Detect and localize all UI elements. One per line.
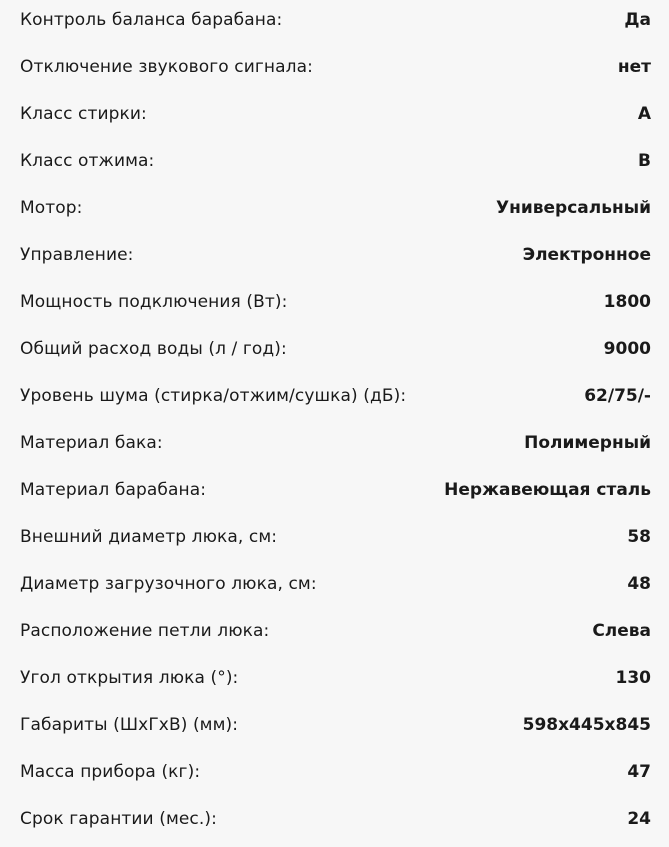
- spec-value: 62/75/-: [584, 385, 651, 406]
- spec-label: Диаметр загрузочного люка, см:: [20, 573, 317, 594]
- spec-value: 24: [627, 808, 651, 829]
- spec-value: нет: [617, 56, 651, 77]
- spec-row-weight: [0, 748, 669, 795]
- spec-row-water-usage: [0, 325, 669, 372]
- spec-value: Полимерный: [524, 432, 651, 453]
- spec-row-wash-class: [0, 90, 669, 137]
- spec-value: Да: [624, 9, 651, 30]
- spec-row-tank-material: [0, 419, 669, 466]
- spec-label: Масса прибора (кг):: [20, 761, 201, 782]
- spec-label: Общий расход воды (л / год):: [20, 338, 287, 359]
- spec-label: Мотор:: [20, 197, 83, 218]
- spec-label: Управление:: [20, 244, 134, 265]
- spec-label: Расположение петли люка:: [20, 620, 270, 641]
- spec-row-door-opening-angle: [0, 654, 669, 701]
- spec-row-spin-class: [0, 137, 669, 184]
- spec-row-drum-material: [0, 466, 669, 513]
- spec-label: Материал барабана:: [20, 479, 207, 500]
- spec-row-door-loading-diameter: [0, 560, 669, 607]
- spec-label: Угол открытия люка (°):: [20, 667, 239, 688]
- spec-value: B: [638, 150, 651, 171]
- spec-row-control: [0, 231, 669, 278]
- spec-value: 48: [627, 573, 651, 594]
- spec-value: Универсальный: [495, 197, 651, 218]
- spec-row-drum-balance: [0, 0, 669, 43]
- spec-value: 9000: [603, 338, 651, 359]
- spec-label: Мощность подключения (Вт):: [20, 291, 288, 312]
- spec-row-sound-off: [0, 43, 669, 90]
- spec-value: Слева: [592, 620, 651, 641]
- spec-row-power: [0, 278, 669, 325]
- spec-row-door-outer-diameter: [0, 513, 669, 560]
- spec-label: Материал бака:: [20, 432, 163, 453]
- spec-row-noise-level: [0, 372, 669, 419]
- spec-value: 58: [627, 526, 651, 547]
- spec-label: Контроль баланса барабана:: [20, 9, 283, 30]
- spec-label: Срок гарантии (мес.):: [20, 808, 217, 829]
- spec-label: Уровень шума (стирка/отжим/сушка) (дБ):: [20, 385, 407, 406]
- spec-label: Класс отжима:: [20, 150, 155, 171]
- spec-value: 1800: [603, 291, 651, 312]
- spec-value: A: [637, 103, 651, 124]
- spec-row-motor: [0, 184, 669, 231]
- spec-label: Класс стирки:: [20, 103, 147, 124]
- spec-label: Внешний диаметр люка, см:: [20, 526, 278, 547]
- spec-value: Нержавеющая сталь: [444, 479, 651, 500]
- spec-label: Отключение звукового сигнала:: [20, 56, 313, 77]
- spec-row-door-hinge-position: [0, 607, 669, 654]
- spec-row-warranty: [0, 795, 669, 842]
- spec-value: Электронное: [522, 244, 651, 265]
- spec-label: Габариты (ШхГхВ) (мм):: [20, 714, 239, 735]
- spec-value: 47: [627, 761, 651, 782]
- spec-value: 130: [615, 667, 651, 688]
- spec-row-dimensions: [0, 701, 669, 748]
- spec-value: 598х445х845: [522, 714, 651, 735]
